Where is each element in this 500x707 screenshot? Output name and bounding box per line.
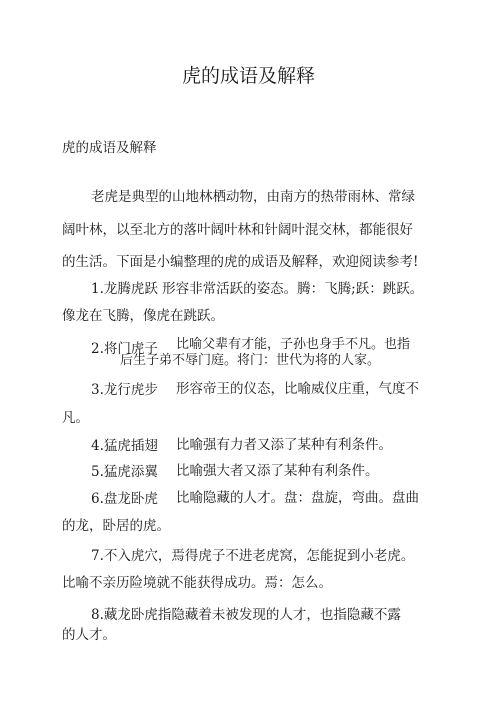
entry-6-term: 6.盘龙卧虎 bbox=[91, 491, 158, 507]
entry-3-definition-2: 凡。 bbox=[62, 410, 89, 426]
entry-8-line-1: 8.藏龙卧虎指隐藏着未被发现的人才，也指隐藏不露 bbox=[91, 607, 401, 623]
page-title: 虎的成语及解释 bbox=[182, 65, 316, 87]
entry-5-definition: 比喻强大者又添了某种有利条件。 bbox=[176, 463, 379, 479]
entry-6-definition-2: 的龙，卧居的虎。 bbox=[62, 518, 170, 534]
intro-line-3: 的生活。下面是小编整理的虎的成语及解释，欢迎阅读参考! bbox=[62, 254, 419, 270]
intro-line-2: 阔叶林，以至北方的落叶阔叶林和针阔叶混交林，都能很好 bbox=[62, 222, 413, 238]
entry-2-term: 2.将门虎子 bbox=[91, 341, 158, 357]
entry-4-term: 4.猛虎插翅 bbox=[91, 438, 158, 454]
entry-2-definition-2: 后生子弟不辱门庭。将门：世代为将的人家。 bbox=[120, 353, 381, 368]
entry-1-line-2: 像龙在飞腾，像虎在跳跃。 bbox=[62, 308, 224, 324]
intro-line-1: 老虎是典型的山地林栖动物，由南方的热带雨林、常绿 bbox=[91, 189, 415, 205]
entry-7-line-2: 比喻不亲历险境就不能获得成功。焉：怎么。 bbox=[62, 575, 332, 591]
entry-2-definition-1: 比喻父辈有才能，子孙也身手不凡。也指 bbox=[176, 337, 411, 352]
entry-8-line-2: 的人才。 bbox=[62, 627, 116, 643]
entry-5-term: 5.猛虎添翼 bbox=[91, 464, 158, 480]
section-heading: 虎的成语及解释 bbox=[62, 140, 157, 156]
entry-6-definition-1: 比喻隐藏的人才。盘：盘旋，弯曲。盘曲 bbox=[176, 490, 419, 506]
entry-3-definition-1: 形容帝王的仪态，比喻威仪庄重，气度不 bbox=[176, 381, 419, 397]
entry-1-line-1: 1.龙腾虎跃 形容非常活跃的姿态。腾：飞腾;跃：跳跃。 bbox=[91, 281, 424, 297]
entry-3-term: 3.龙行虎步 bbox=[91, 382, 158, 398]
entry-4-definition: 比喻强有力者又添了某种有利条件。 bbox=[176, 437, 392, 453]
entry-7-line-1: 7.不入虎穴，焉得虎子不进老虎窝，怎能捉到小老虎。 bbox=[91, 548, 415, 564]
